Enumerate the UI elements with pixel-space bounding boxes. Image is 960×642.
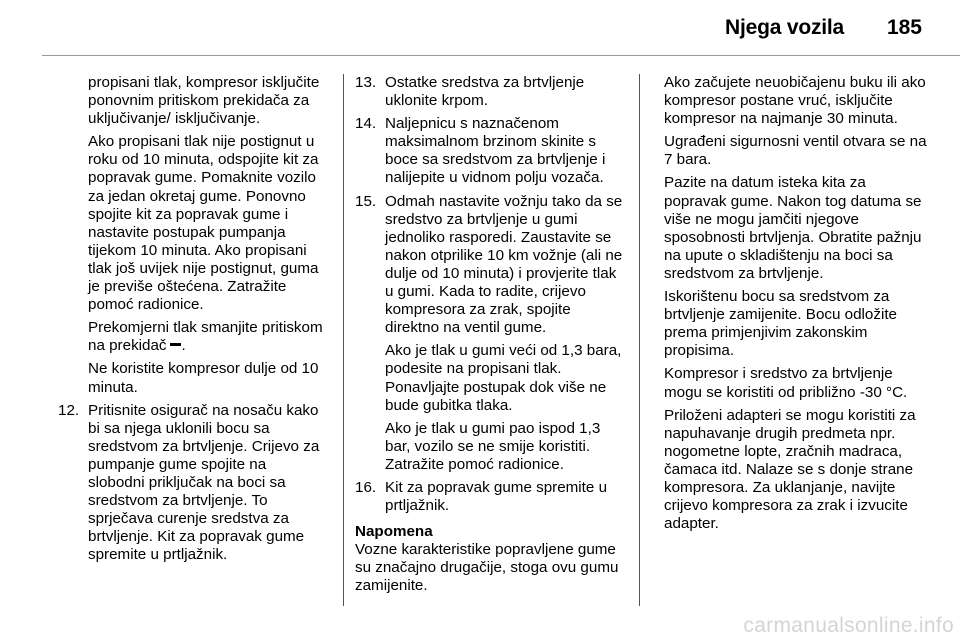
paragraph: Kompresor i sredstvo za brtvljenje mogu se koristiti od približno -30 °C. [664,365,908,401]
header-divider [42,55,960,56]
minus-icon [170,343,181,346]
list-item-15 [355,193,627,474]
paragraph: propisani tlak, kompresor isključite ponovnim pritiskom prekidača za uključivanje/ isključivanje. [88,74,320,128]
page-header [0,0,960,54]
page-number: 185 [886,16,922,39]
item-text: Pritisnite osigurač na nosaču kako bi sa njega uklonili bocu sa sredstvom za brtvljenje. Crijevo za pumpanje gume spojite na slobodni priključak na boci sa sredstvom za brtvljenje. To sprječava curenje sredstva za brtvljenje. Kit za popravak gume spremite u prtljažnik. [88,401,320,564]
column-middle [355,74,627,596]
paragraph-text: Prekomjerni tlak smanjite pritiskom na prekidač [88,319,323,355]
item-text: Ostatke sredstva za brtvljenje uklonite krpom. [385,74,585,110]
note-box [355,523,627,595]
item-number: 16. [355,478,377,496]
item-text: Odmah nastavite vožnju tako da se sredstvo za brtvljenje u gumi jednoliko rasporedi. Zaustavite se nakon otprilike 10 km vožnje (ali ne dulje od 10 minuta) i provjerite tlak u gumi. Kada to radite, crijevo kompresora za zrak, spojite direktno na ventil gume. [385,192,623,337]
item-number: 12. [58,401,80,419]
paragraph: Ako propisani tlak nije postignut u roku od 10 minuta, odspojite kit za popravak gume. Pomaknite vozilo za jedan okretaj gume. Ponovno spojite kit za popravak gume i nastavite postupak pumpanja tijekom 10 minuta. Ako propisani tlak još uvijek nije postignut, guma je previše oštećena. Zatražite pomoć radionice. [88,133,319,314]
paragraph: Pazite na datum isteka kita za popravak gume. Nakon tog datuma se više ne mogu jamčiti njegove sposobnosti brtvljenja. Obratite pažnju na upute o skladištenju na boci sa sredstvom za brtvljenje. [664,174,922,282]
paragraph: Iskorištenu bocu sa sredstvom za brtvljenje zamijenite. Bocu odložite prema primjenjivim zakonskim propisima. [664,288,897,360]
item-number: 13. [355,74,377,91]
paragraph: Priloženi adapteri se mogu koristiti za napuhavanje drugih predmeta npr. nogometne lopte, zračnih madraca, čamaca itd. Nalaze se s donje strane kompresora. Za uklanjanje, navijte crijevo kompresora za zrak i izvucite adapter. [664,406,916,533]
list-item-13 [355,74,627,110]
list-item-16 [355,479,627,515]
period: . [181,337,186,355]
list-item-12 [58,402,326,565]
item-number: 15. [355,192,377,210]
paragraph-with-symbol [88,319,326,355]
paragraph: Ugrađeni sigurnosni ventil otvara se na 7 bara. [664,133,927,169]
note-heading: Napomena [355,523,433,541]
item-text: Naljepnicu s naznačenom maksimalnom brzinom skinite s boce sa sredstvom za brtvljenje i nalijepite u vidnom polju vozača. [385,115,606,187]
item-text: Ako je tlak u gumi veći od 1,3 bara, podesite na propisani tlak. Ponavljajte postupak dok više ne bude gubitka tlaka. [385,342,622,414]
paragraph: Ako začujete neuobičajenu buku ili ako kompresor postane vruć, isključite kompresor na najmanje 30 minuta. [664,74,926,128]
column-right [664,74,929,538]
note-text: Vozne karakteristike popravljene gume su značajno drugačije, stoga ovu gumu zamijenite. [355,541,619,595]
column-divider [343,74,344,606]
column-left [58,74,326,569]
item-number: 14. [355,115,377,133]
list-item-14 [355,115,627,187]
item-text: Ako je tlak u gumi pao ispod 1,3 bar, vozilo se ne smije koristiti. Zatražite pomoć radionice. [385,419,601,473]
paragraph: Ne koristite kompresor dulje od 10 minuta. [88,360,319,396]
column-divider [639,74,640,606]
section-title: Njega vozila [725,16,844,39]
item-11-continuation [58,74,326,397]
item-text: Kit za popravak gume spremite u prtljažnik. [385,478,608,515]
watermark: carmanualsonline.info [743,614,954,637]
